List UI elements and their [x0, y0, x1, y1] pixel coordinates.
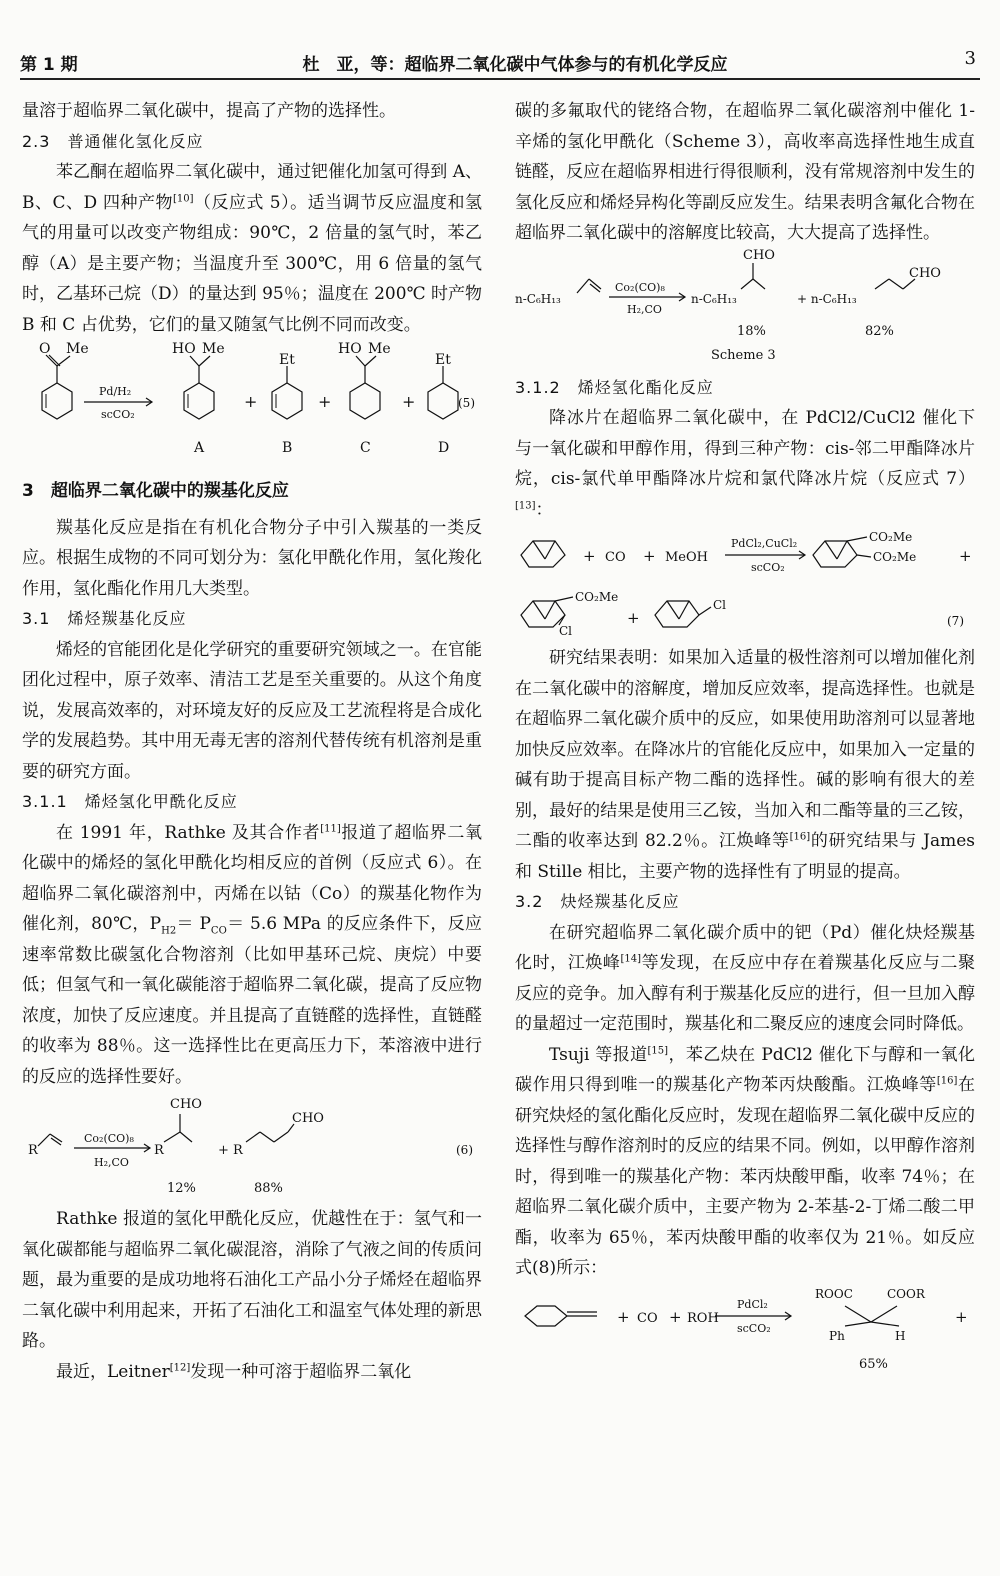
- aldehyde-label: CHO: [909, 265, 941, 281]
- paragraph: 羰基化反应是指在有机化合物分子中引入羰基的一类反应。根据生成物的不同可划分为：氢化甲酰化作用，氢化羧化作用，氢化酯化作用几大类型。: [22, 517, 482, 599]
- hydrogen-label: H: [895, 1328, 906, 1343]
- right-column: [515, 96, 975, 1384]
- paragraph: Rathke 报道的氢化甲酰化反应，优越性在于：氢气和一氧化碳都能与超临界二氧化碳混溶，消除了气液之间的传质问题，最为重要的是成功地将石油化工产品小分子烯烃在超临界二氧化碳中利用起来，开拓了石油化工和温室气体处理的新思路。: [22, 1209, 482, 1351]
- carbon-monoxide: CO: [605, 550, 626, 565]
- citation: [12]: [169, 1361, 191, 1373]
- paragraph: 在 1991 年，Rathke 及其合作者[11]报道了超临界二氧化碳中的烯烃的氢化甲酰化均相反应的首例（反应式 6）。在超临界二氧化碳溶剂中，丙烯在以钴（Co）的羰基化物作为催化剂，80℃，$P_{H2}= P_{CO}= 5.6$ MPa 的反应条件下，反应速率常数比碳氢化合物溶剂（比如甲基环己烷、庚烷）中要低；但氢气和一氧化碳能溶于超临界二氧化碳，提高了反应物浓度，加快了反应速度。并且提高了直链醛的选择性，直链醛的收率为 88％。这一选择性比在更高压力下，苯溶液中进行的反应的选择性要好。: [22, 822, 483, 1087]
- section-heading: 3.2 炔烃羰基化反应: [515, 892, 680, 911]
- gas-label: H₂,CO: [627, 302, 662, 316]
- ester-label: CO₂Me: [869, 530, 913, 544]
- reaction-scheme-8: [515, 1284, 975, 1384]
- yield-linear: 88%: [254, 1181, 283, 1196]
- aldehyde-label: CHO: [292, 1111, 324, 1126]
- yield-branched: 18%: [737, 323, 766, 339]
- r-group: R: [154, 1143, 164, 1158]
- methyl-label: Me: [368, 341, 391, 357]
- paragraph: Tsuji 等报道[15]，苯乙炔在 PdCl2 催化下与醇和一氧化碳作用只得到唯一的羰基化产物苯丙炔酸酯。江焕峰等[16]在研究炔烃的氢化酯化反应时，发现在超临界二氧化碳中反应的选择性与醇作溶剂时的反应的结果不同。例如，以甲醇作溶剂时，得到唯一的羰基化产物：苯丙炔酸甲酯，收率 74％；在超临界二氧化碳介质中，主要产物为 2-苯基-2-丁烯二酸二甲酯，收率为 65％，苯丙炔酸甲酯的收率仅为 21％。如反应式(8)所示：: [515, 1044, 976, 1278]
- plus-sign: +: [617, 1307, 630, 1326]
- paragraph: 降冰片在超临界二氧化碳中，在 PdCl2/CuCl2 催化下与一氧化碳和甲醇作用，得到三种产物：cis-邻二甲酯降冰片烷，cis-氯代单甲酯降冰片烷和氯代降冰片烷（反应式 7）[13]：: [515, 408, 975, 520]
- catalyst-label: PdCl₂: [737, 1297, 768, 1311]
- solvent-label: scCO₂: [737, 1321, 771, 1335]
- catalyst-label: Pd/H₂: [99, 385, 132, 398]
- plus-sign: +: [244, 392, 258, 411]
- phenyl-label: Ph: [829, 1328, 845, 1343]
- paragraph: 最近，Leitner[12]发现一种可溶于超临界二氧化: [56, 1361, 412, 1382]
- reaction-scheme-7: [515, 525, 975, 643]
- plus-sign: +: [643, 547, 656, 565]
- product-label-d: D: [438, 440, 450, 456]
- ethyl-label: Et: [435, 352, 451, 368]
- plus-sign: +: [402, 392, 416, 411]
- solvent-label: scCO₂: [751, 561, 785, 574]
- substrate-label: n-C₆H₁₃: [515, 291, 561, 306]
- substrate-label: n-C₆H₁₃: [691, 291, 737, 306]
- plus-sign: +: [959, 547, 972, 565]
- equation-number: (6): [456, 1143, 473, 1157]
- citation: [10]: [172, 192, 194, 204]
- ester-label: ROOC: [815, 1286, 853, 1301]
- yield-linear: 82%: [865, 323, 894, 339]
- plus-sign: +: [318, 392, 332, 411]
- citation: [14]: [620, 953, 642, 965]
- r-group: R: [28, 1143, 38, 1158]
- left-column: [22, 96, 482, 1387]
- chloro-label: Cl: [559, 624, 573, 638]
- running-header: [20, 42, 980, 80]
- paragraph: 苯乙酮在超临界二氧化碳中，通过钯催化加氢可得到 A、B、C、D 四种产物[10]（反应式 5）。适当调节反应温度和氢气的用量可以改变产物组成：90℃，2 倍量的氢气时，苯乙醇（A）是主要产物；当温度升至 300℃，用 6 倍量的氢气时，乙基环己烷（D）的量达到 95％；温度在 200℃ 时产物 B 和 C 占优势，它们的量又随氢气比例不同而改变。: [22, 162, 482, 335]
- solvent-label: scCO₂: [101, 408, 135, 421]
- citation: [11]: [320, 822, 341, 834]
- methyl-label: Me: [66, 341, 89, 357]
- methyl-label: Me: [202, 341, 225, 357]
- section-heading: 3 超临界二氧化碳中的羰基化反应: [22, 481, 289, 501]
- oxygen-label: O: [39, 341, 51, 357]
- gas-label: H₂,CO: [94, 1156, 129, 1169]
- product-label-b: B: [282, 440, 293, 456]
- equation-number: (7): [947, 614, 964, 628]
- plus-r: + R: [218, 1143, 243, 1158]
- chloro-label: Cl: [713, 598, 727, 612]
- ester-label: CO₂Me: [873, 550, 917, 564]
- citation: [16]: [936, 1075, 958, 1087]
- catalyst-label: Co₂(CO)₈: [84, 1132, 134, 1145]
- reaction-scheme-6: [22, 1092, 482, 1204]
- carbon-monoxide: CO: [637, 1310, 658, 1326]
- ester-label: CO₂Me: [575, 590, 619, 604]
- section-heading: 3.1.1 烯烃氢化甲酰化反应: [22, 792, 238, 811]
- section-heading: 2.3 普通催化氢化反应: [22, 131, 204, 151]
- plus-sign: +: [627, 609, 640, 627]
- paragraph: 在研究超临界二氧化碳介质中的钯（Pd）催化炔烃羰基化时，江焕峰[14]等发现，在反应中存在着羰基化反应与二聚反应的竞争。加入醇有利于羰基化反应的进行，但一旦加入醇的量超过一定范围时，羰基化和二聚反应的速度会同时降低。: [515, 922, 976, 1034]
- product-label-c: C: [360, 440, 371, 456]
- citation: [15]: [647, 1044, 669, 1056]
- paragraph: 量溶于超临界二氧化碳中，提高了产物的选择性。: [22, 101, 396, 121]
- paragraph: 碳的多氟取代的铑络合物，在超临界二氧化碳溶剂中催化 1-辛烯的氢化甲酰化（Scheme 3），高收率高选择性地生成直链醛，反应在超临界相进行得很顺利，没有常规溶剂中发生的氢化反应和烯烃异构化等副反应发生。结果表明含氟化合物在超临界二氧化碳中的溶解度比较高，大大提高了选择性。: [515, 101, 975, 243]
- reaction-scheme-3: [515, 249, 975, 373]
- paragraph: 烯烃的官能团化是化学研究的重要研究领域之一。在官能团化过程中，原子效率、清洁工艺是至关重要的。从这个角度说，发展高效率的，对环境友好的反应及工艺流程将是合成化学的发展趋势。其中用无毒无害的溶剂代替传统有机溶剂是重要的研究方面。: [22, 639, 482, 782]
- equation-number: (5): [458, 396, 475, 410]
- plus-sign: +: [583, 547, 596, 565]
- section-heading: 3.1.2 烯烃氢化酯化反应: [515, 377, 714, 397]
- hydroxy-label: HO: [172, 341, 196, 357]
- alcohol-label: ROH: [687, 1310, 719, 1326]
- catalyst-label: PdCl₂,CuCl₂: [731, 537, 798, 550]
- citation: [16]: [789, 831, 811, 843]
- plus-sign: +: [669, 1307, 682, 1326]
- plus-substrate: + n-C₆H₁₃: [797, 291, 857, 306]
- product-label-a: A: [194, 440, 205, 456]
- plus-sign: +: [955, 1307, 968, 1326]
- hydroxy-label: HO: [338, 341, 362, 357]
- issue-number: 第 1 期: [20, 55, 78, 75]
- yield-label: 65%: [859, 1356, 888, 1372]
- aldehyde-label: CHO: [170, 1097, 202, 1112]
- aldehyde-label: CHO: [743, 248, 775, 263]
- citation: [13]: [515, 499, 536, 511]
- page-number: 3: [964, 48, 976, 69]
- reaction-scheme-5: [22, 340, 482, 470]
- catalyst-label: Co₂(CO)₈: [615, 280, 665, 294]
- ester-label: COOR: [887, 1286, 925, 1301]
- yield-branched: 12%: [167, 1181, 196, 1196]
- paragraph: 研究结果表明：如果加入适量的极性溶剂可以增加催化剂在二氧化碳中的溶解度，增加反应效率，提高选择性。也就是在超临界二氧化碳介质中的反应，如果使用助溶剂可以显著地加快反应效率。在降冰片的官能化反应中，如果加入一定量的碱有助于提高目标产物二酯的选择性。碱的影响有很大的差别，最好的结果是使用三乙铵，当加入和二酯等量的三乙铵，二酯的收率达到 82.2％。江焕峰等[16]的研究结果与 James 和 Stille 相比，主要产物的选择性有了明显的提高。: [515, 648, 975, 882]
- scheme-caption: Scheme 3: [711, 347, 776, 363]
- ethyl-label: Et: [279, 352, 295, 368]
- section-heading: 3.1 烯烃羰基化反应: [22, 609, 187, 628]
- running-title: 杜 亚，等：超临界二氧化碳中气体参与的有机化学反应: [302, 55, 728, 75]
- methanol: MeOH: [665, 550, 708, 565]
